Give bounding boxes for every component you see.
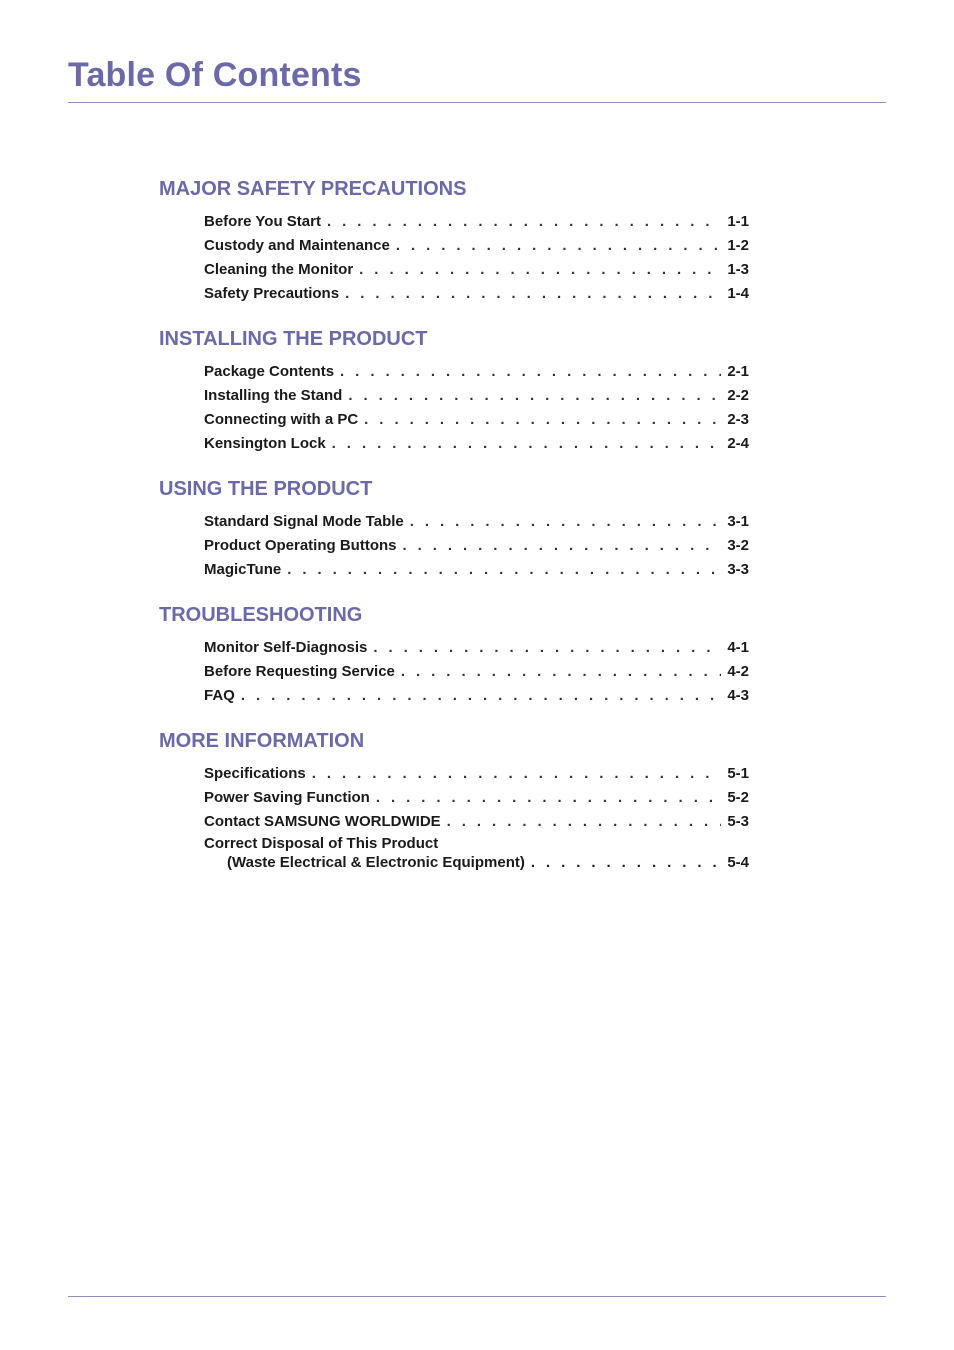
toc-entry-page: 5-2 [727, 789, 749, 806]
toc-entry-page: 2-1 [727, 363, 749, 380]
toc-entry[interactable] [204, 282, 749, 306]
table-of-contents [159, 174, 749, 890]
dot-leader [332, 432, 722, 456]
toc-entry-label: Standard Signal Mode Table [204, 513, 404, 530]
dot-leader [403, 534, 722, 558]
toc-entry-page: 3-3 [727, 561, 749, 578]
toc-entry-page: 1-1 [727, 213, 749, 230]
toc-entry[interactable] [204, 786, 749, 810]
dot-leader [447, 810, 722, 834]
dot-leader [396, 234, 721, 258]
toc-entry[interactable] [204, 660, 749, 684]
toc-entry-page: 5-1 [727, 765, 749, 782]
toc-entry[interactable] [204, 558, 749, 582]
toc-entry-label: Product Operating Buttons [204, 537, 397, 554]
toc-entry-page: 4-3 [727, 687, 749, 704]
toc-entry-page: 1-3 [727, 261, 749, 278]
toc-entry-label: FAQ [204, 687, 235, 704]
toc-entry-label: Power Saving Function [204, 789, 370, 806]
page-title: Table Of Contents [68, 56, 362, 94]
toc-entry-label: Monitor Self-Diagnosis [204, 639, 368, 656]
dot-leader [401, 660, 721, 684]
toc-entry[interactable] [204, 636, 749, 660]
toc-entry-page: 3-2 [727, 537, 749, 554]
toc-entry-label: Safety Precautions [204, 285, 340, 302]
dot-leader [373, 636, 721, 660]
footer-divider [68, 1296, 886, 1297]
toc-entry-label: MagicTune [204, 561, 282, 578]
toc-entry-page: 4-2 [727, 663, 749, 680]
toc-entry-page: 3-1 [727, 513, 749, 530]
dot-leader [364, 408, 721, 432]
toc-entry[interactable] [204, 360, 749, 384]
toc-entry-label: Connecting with a PC [204, 411, 359, 428]
toc-entry-label-line2: (Waste Electrical & Electronic Equipment) [227, 854, 525, 871]
dot-leader [359, 258, 721, 282]
toc-entry-label-line1: Correct Disposal of This Product [204, 835, 439, 852]
section-heading[interactable]: MAJOR SAFETY PRECAUTIONS [159, 178, 467, 200]
toc-entry-page: 2-4 [727, 435, 749, 452]
toc-entry-page: 5-3 [727, 813, 749, 830]
toc-section-troubleshooting [159, 600, 749, 708]
toc-section-using [159, 474, 749, 582]
section-heading[interactable]: INSTALLING THE PRODUCT [159, 328, 428, 350]
toc-entry-page: 1-4 [727, 285, 749, 302]
toc-entry[interactable] [204, 810, 749, 834]
toc-entry-label: Before Requesting Service [204, 663, 395, 680]
toc-entry-page: 1-2 [727, 237, 749, 254]
dot-leader [340, 360, 721, 384]
toc-entry-label: Contact SAMSUNG WORLDWIDE [204, 813, 441, 830]
dot-leader [531, 853, 721, 872]
dot-leader [348, 384, 721, 408]
toc-entry-multiline[interactable] [204, 834, 749, 872]
toc-entry-label: Before You Start [204, 213, 321, 230]
toc-entry[interactable] [204, 210, 749, 234]
toc-entry-page: 4-1 [727, 639, 749, 656]
dot-leader [327, 210, 721, 234]
toc-entry[interactable] [204, 510, 749, 534]
toc-entry[interactable] [204, 384, 749, 408]
toc-entry-page: 5-4 [727, 854, 749, 871]
toc-entry[interactable] [204, 762, 749, 786]
toc-section-safety [159, 174, 749, 306]
toc-entry-label: Installing the Stand [204, 387, 343, 404]
toc-section-more-information [159, 726, 749, 872]
toc-entry-page: 2-2 [727, 387, 749, 404]
toc-entry-page: 2-3 [727, 411, 749, 428]
toc-entry-label: Kensington Lock [204, 435, 326, 452]
toc-entry-label: Specifications [204, 765, 306, 782]
dot-leader [312, 762, 722, 786]
section-heading[interactable]: TROUBLESHOOTING [159, 604, 363, 626]
section-heading[interactable]: MORE INFORMATION [159, 730, 365, 752]
dot-leader [241, 684, 721, 708]
toc-entry-label: Cleaning the Monitor [204, 261, 354, 278]
toc-entry[interactable] [204, 258, 749, 282]
title-divider [68, 102, 886, 103]
dot-leader [287, 558, 721, 582]
toc-entry[interactable] [204, 234, 749, 258]
toc-entry-label: Package Contents [204, 363, 335, 380]
dot-leader [345, 282, 721, 306]
toc-entry[interactable] [204, 408, 749, 432]
toc-entry-label: Custody and Maintenance [204, 237, 390, 254]
toc-entry[interactable] [204, 432, 749, 456]
dot-leader [376, 786, 721, 810]
toc-section-installing [159, 324, 749, 456]
section-heading[interactable]: USING THE PRODUCT [159, 478, 373, 500]
toc-entry[interactable] [204, 684, 749, 708]
toc-entry[interactable] [204, 534, 749, 558]
dot-leader [410, 510, 722, 534]
